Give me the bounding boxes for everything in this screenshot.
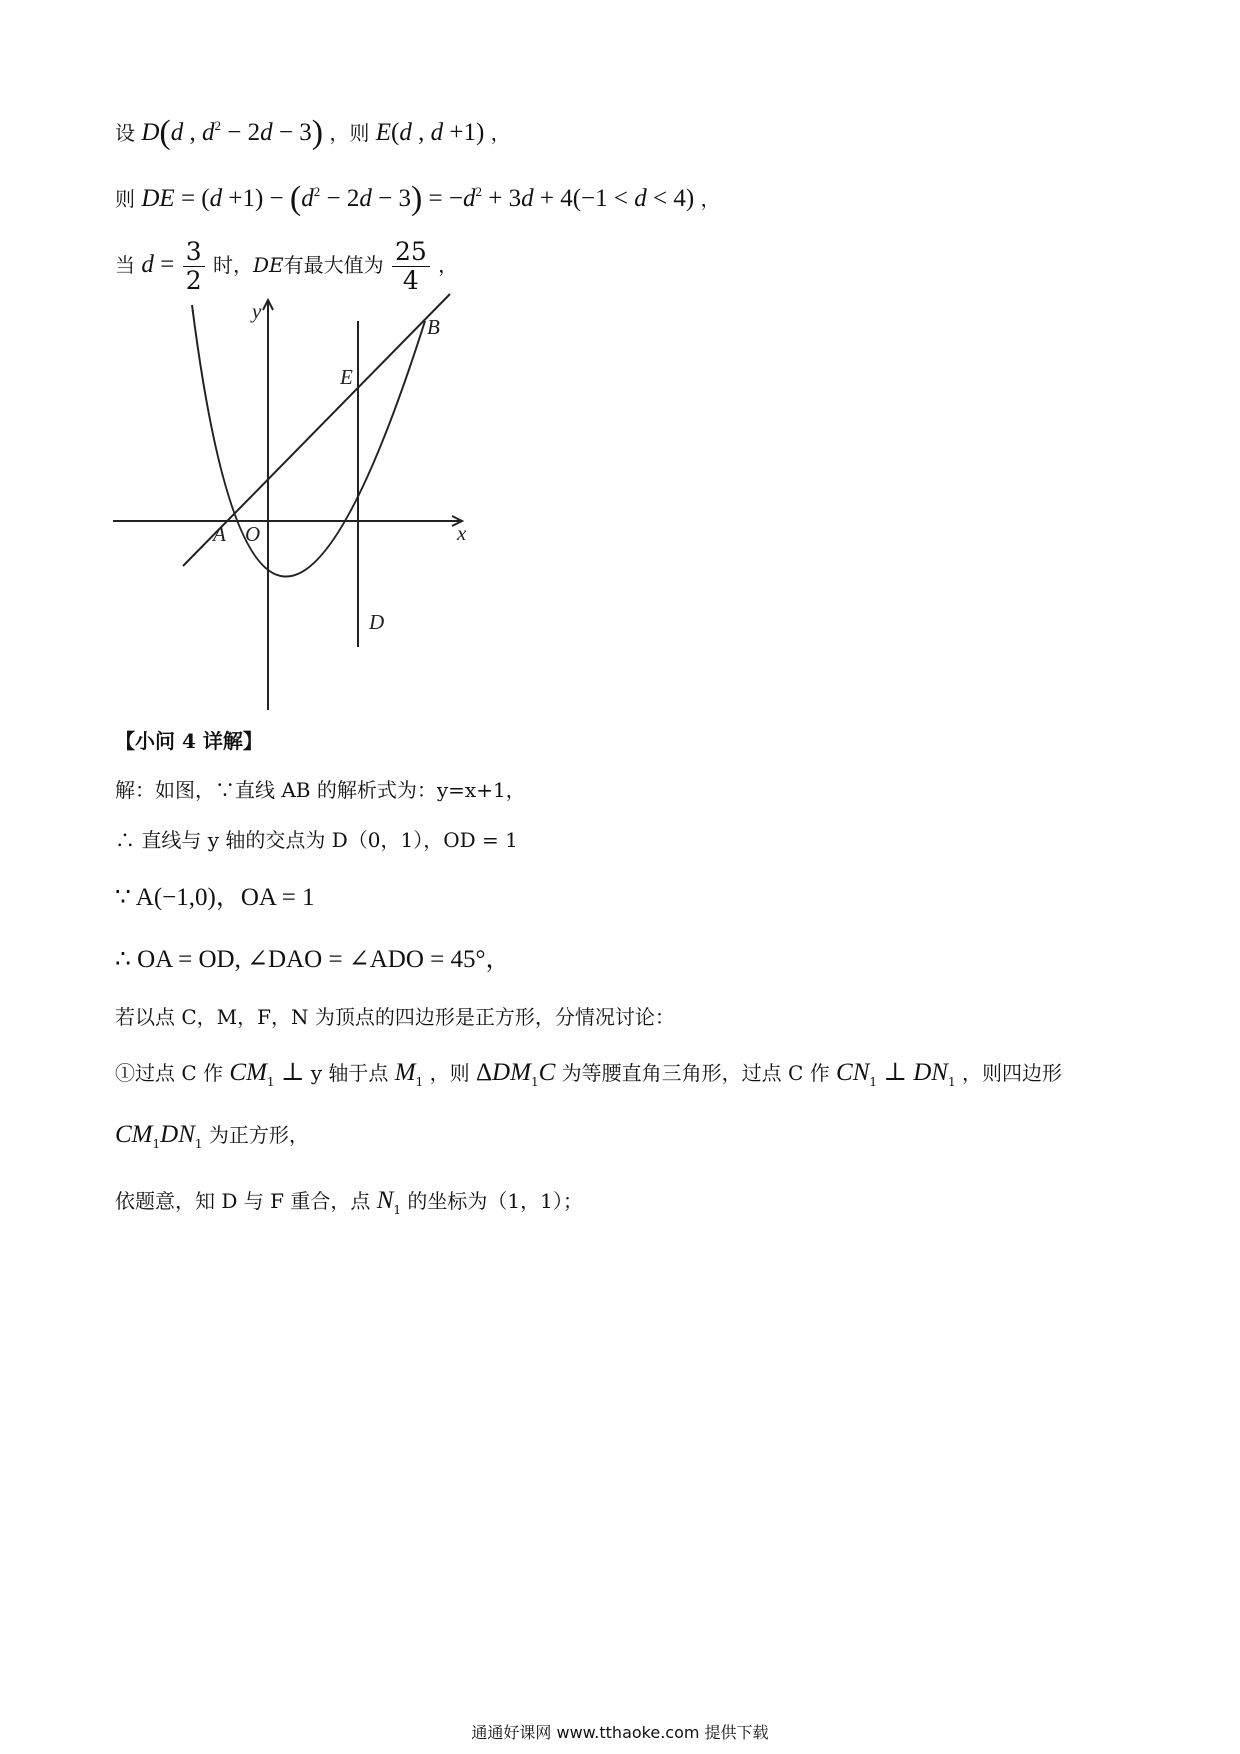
equation-line-3: 当 d = $\frac{3}{2}$ 时，DE有最大值为 $\frac{25}{4}$ ， xyxy=(115,237,459,295)
text-line-8: ∴ OA = OD, ∠DAO = ∠ADO = 45°， xyxy=(115,946,511,973)
label-d: D xyxy=(369,610,385,634)
fraction-3-over-2: $\frac{3}{2}$ xyxy=(183,238,205,295)
text-line-5: 解：如图，∵直线 AB 的解析式为：y=x+1， xyxy=(115,778,526,802)
label-a: A xyxy=(213,522,226,546)
label-o: O xyxy=(245,522,261,546)
section-title: 【小问 4 详解】 xyxy=(115,729,263,753)
equation-line-1: 设 D(d , $d^2 - 2d - 3$) ，则 E(d , d +1) ， xyxy=(115,114,511,151)
label-x: x xyxy=(457,521,467,545)
parabola-curve xyxy=(192,305,425,577)
text-line-9: 若以点 C，M，F，N 为顶点的四边形是正方形，分情况讨论： xyxy=(115,1005,675,1029)
fraction-25-over-4: $\frac{25}{4}$ xyxy=(392,238,430,295)
label-y: y xyxy=(252,299,262,323)
text-line-7: ∵ A(−1,0)，OA = 1 xyxy=(115,884,315,911)
text-line-6: ∴ 直线与 y 轴的交点为 D（0，1），OD = 1 xyxy=(115,828,518,852)
text-line-11: $CM_1DN_1$ 为正方形， xyxy=(115,1121,309,1151)
text-line-12: 依题意，知 D 与 F 重合，点 $N_1$ 的坐标为（1，1）； xyxy=(115,1187,583,1217)
footer-source: 通通好课网 www.tthaoke.com 提供下载 xyxy=(471,1723,769,1742)
label-e: E xyxy=(340,365,353,389)
equation-line-2: 则 DE = $(d +1) - (d^2 - 2d - 3) = -d^2 + 3d + 4(-1 < d < 4)$ ， xyxy=(115,180,721,217)
label-b: B xyxy=(427,315,440,339)
parabola-line-graph xyxy=(110,285,490,715)
text-line-10: ①过点 C 作 $CM_1$ ⊥ y 轴于点 $M_1$ ，则 $\Delta DM_1C$ 为等腰直角三角形，过点 C 作 $CN_1$ ⊥ $DN_1$ ，则四边形 xyxy=(115,1059,1062,1089)
